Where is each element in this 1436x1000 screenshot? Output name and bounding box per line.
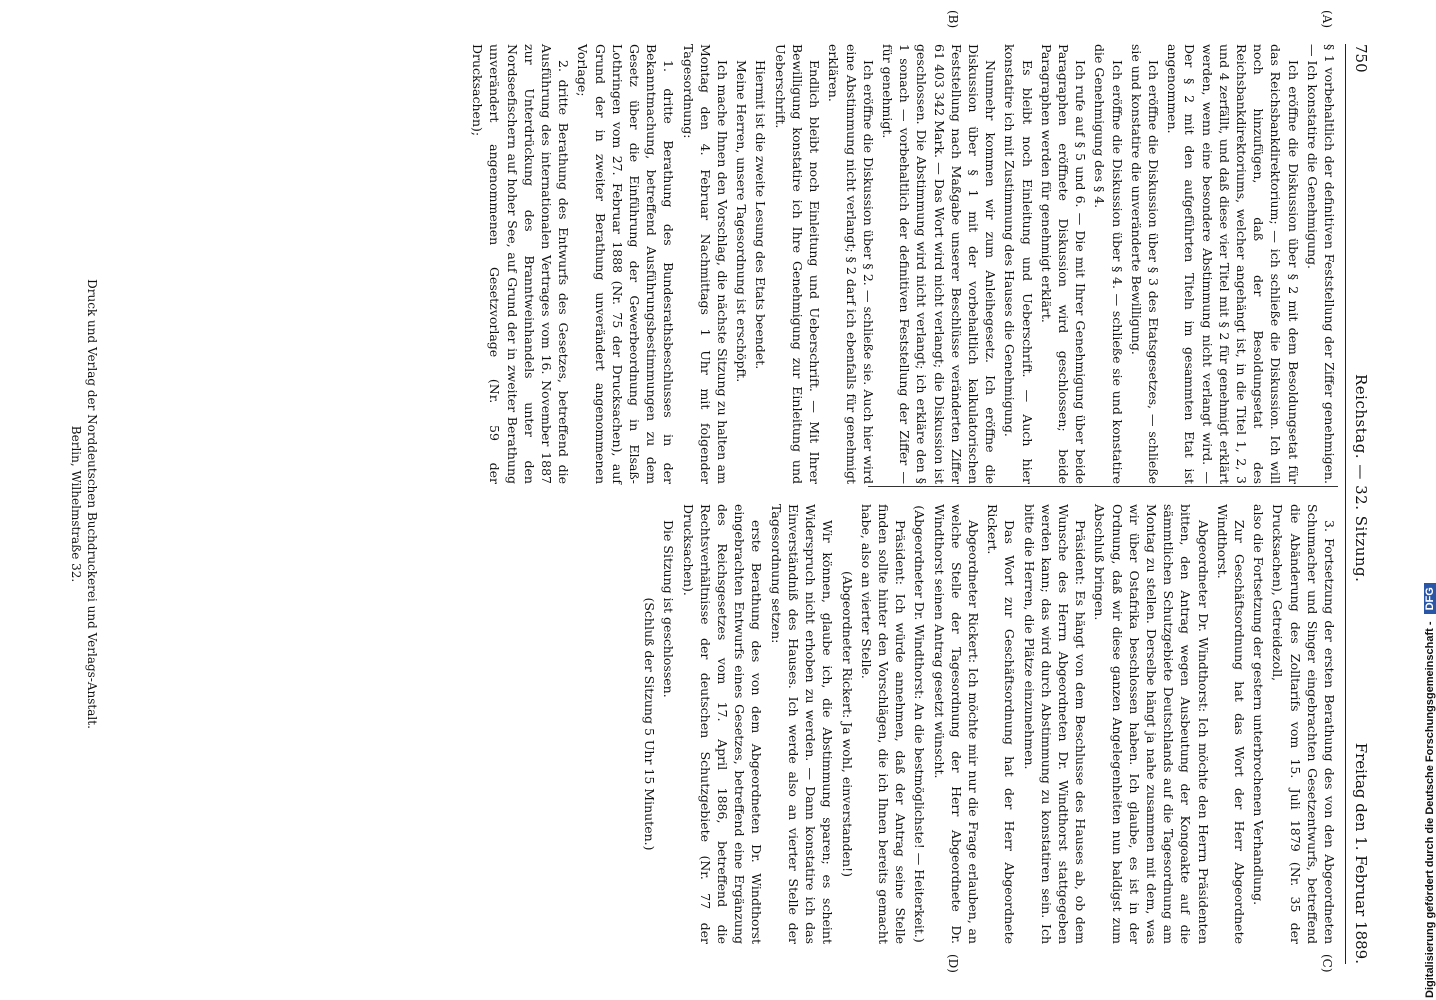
paragraph: Ich eröffne die Diskussion über § 2 mit dem Besoldungsetat für das Reichsbankdirektorium; — ich schließe die Diskussion. Ich will noch hinzufügen, daß der Besoldungsetat des Reichsbankdirektoriums, welcher angehängt ist, in die Titel 1, 2, 3 und 4 zerfällt, und daß diese vier Titel mit § 2 für genehmigt erklärt werden, wenn eine besondere Abstimmung nicht verlangt wird. — Der § 2 mit den aufgeführten Titeln im gesammten Etat ist angenommen. — [1165, 44, 1301, 484]
paragraph: Ich eröffne die Diskussion über § 2. — schließe sie. Auch hier wird eine Abstimmung nicht verlangt; § 2 darf ich ebenfalls für genehmigt erklären. — [826, 44, 876, 484]
page-number: 750 — [1352, 44, 1370, 73]
margin-mark-c: (C) — [1320, 954, 1334, 973]
digitization-text: Digitalisierung gefördert durch die Deutsche Forschungsgemeinschaft - — [1424, 621, 1436, 998]
session-date: Freitag den 1. Februar 1889. — [1352, 742, 1370, 964]
agenda-item: 3. Fortsetzung der ersten Berathung des von den Abgeordneten Schumacher und Singer eingebrachten Gesetzentwurfs, betreffend die Abänderung des Zolltarifs vom 15. Juli 1879 (Nr. 35 der Drucksachen), Getreidezoll, — [1270, 504, 1337, 944]
page-footer — [68, 44, 100, 964]
rotated-page-content — [20, 4, 1390, 994]
speech: Präsident: Ich würde annehmen, daß der Antrag seine Stelle finden sollte hinter den Vorschlägen, die ich Ihnen bereits gemacht habe, also an vierter Stelle. — [858, 504, 909, 944]
imprint — [68, 44, 100, 964]
interjection: (Abgeordneter Rickert: Ja wohl, einverstanden!) — [839, 570, 855, 878]
paragraph: Meine Herren, unsere Tagesordnung ist erschöpft. — [734, 60, 750, 383]
digitization-sidebar — [1400, 0, 1436, 1000]
paragraph: Ich mache Ihnen den Vorschlag, die nächste Sitzung zu halten am Montag den 4. Februar Nachmittags 1 Uhr mit folgender Tagesordnung: — [680, 44, 731, 484]
interjection: (Abgeordneter Dr. Windthorst: An die bestmöglichste! — Heiterkeit.) — [912, 505, 928, 943]
agenda-item: 1. dritte Berathung des Bundesrathsbeschlusses in der Bekanntmachung, betreffend Ausführungsbestimmungen zu dem Gesetz über die Einführung der Gewerbeordnung in Elsaß-Lothringen vom 27. Februar 1888 (Nr. 75 der Drucksachen), auf Grund der in zweiter Berathung unverändert angenommenen Vorlage; — [575, 44, 677, 484]
paragraph: Ich rufe auf § 5 und 6. — Die mit Ihrer Genehmigung über beide Paragraphen eröffnete Diskussion wird geschlossen; beide Paragraphen werden für genehmigt erklärt. — [1038, 44, 1089, 484]
paragraph: Hiermit ist die zweite Lesung des Etats beendet. — [753, 60, 769, 370]
speech: Abgeordneter Dr. Windthorst: Ich möchte den Herrn Präsidenten bitten, den Antrag wegen Ausbeutung der Kongoakte auf die sämmtlichen Schutzgebiete Deutschlands auf die Tagesordnung am Montag zu stellen. Derselbe hängt ja nahe zusammen mit dem, was wir über Ostafrika beschlossen haben. Ich glaube, es ist in der Ordnung, daß wir diese ganzen Angelegenheiten nun baldigst zum Abschluß bringen. — [1092, 504, 1211, 944]
paragraph: Endlich bleibt noch Einleitung und Ueberschrift. — Mit Ihrer Bewilligung konstatire ich Ihre Genehmigung zur Einleitung und Ueberschrift. — [772, 44, 823, 484]
paragraph: Nunmehr kommen wir zum Anleihegesetz. Ich eröffne die Diskussion über § 1 mit der vorbehaltlich kalkulatorischen Feststellung nach Maßgabe unserer Beschlüsse veränderten Ziffer 61 403 342 Mark. — Das Wort wird nicht verlangt; die Diskussion ist geschlossen. Die Abstimmung wird nicht verlangt; ich erkläre den § 1 sonach — vorbehaltlich der definitiven Feststellung der Ziffer — für genehmigt. — [879, 44, 999, 484]
paragraph: Zur Geschäftsordnung hat das Wort der Herr Abgeordnete Windthorst. — [1214, 504, 1247, 944]
digitization-note — [1424, 583, 1436, 998]
margin-mark-a: (A) — [1320, 10, 1334, 29]
paragraph: Ich eröffne die Diskussion über § 4. — schließe sie und konstatire die Genehmigung des § 4. — [1092, 44, 1125, 484]
right-column — [639, 504, 1338, 944]
paragraph: Das Wort zur Geschäftsordnung hat der Herr Abgeordnete Rickert. — [985, 504, 1018, 944]
paragraph: Wir können, glaube ich, die Abstimmung sparen; es scheint Widerspruch nicht erhoben zu werden. — Dann konstatire ich das Einverständniß des Hauses. Ich werde also an vierter Stelle der Tagesordnung setzen: — [768, 504, 836, 944]
margin-mark-b: (B) — [946, 10, 960, 29]
dfg-logo: DFG — [1424, 583, 1436, 614]
margin-mark-d: (D) — [946, 954, 960, 973]
imprint-line: Druck und Verlag der Norddeutschen Buchdruckerei und Verlags-Anstalt. — [85, 279, 99, 729]
imprint-line: Berlin, Wilhelmstraße 32. — [69, 425, 83, 583]
session-title: Reichstag. — 32. Sitzung. — [1352, 374, 1370, 583]
paragraph: Ich eröffne die Diskussion über § 3 des Etatsgesetzes, — schließe sie und konstatire die unveränderte Bewilligung. — [1128, 44, 1161, 484]
speech: Präsident: Es hängt von dem Beschlusse des Hauses ab, ob dem Wunsche des Herrn Abgeordneten Dr. Windthorst stattgegeben werden kann; das wird durch Abstimmung zu konstatiren sein. Ich bitte die Herren, die Plätze einzunehmen. — [1021, 504, 1089, 944]
column-divider — [868, 486, 1338, 487]
paragraph: Es bleibt noch Einleitung und Ueberschrift. — Auch hier konstatire ich mit Zustimmung des Hauses die Genehmigung. — [1002, 44, 1035, 484]
left-column — [467, 44, 1338, 484]
agenda-item: erste Berathung des von dem Abgeordneten Dr. Windthorst eingebrachten Entwurfs eines Gesetzes, betreffend eine Ergänzung des Reichsgesetzes vom 17. April 1886, betreffend die Rechtsverhältnisse der deutschen Schutzgebiete (Nr. 77 der Drucksachen). — [680, 504, 765, 944]
agenda-item: 2. dritte Berathung des Entwurfs des Gesetzes, betreffend die Ausführung des internationalen Vertrages vom 16. November 1887 zur Unterdrückung des Branntweinhandels unter den Nordseefischern auf hoher See, auf Grund der in zweiter Berathung unverändert angenommenen Gesetzvorlage (Nr. 59 der Drucksachen); — [470, 44, 572, 484]
paragraph: also die Fortsetzung der gestern unterbrochenen Verhandlung. — [1251, 504, 1267, 906]
speech: Abgeordneter Rickert: Ich möchte mir nur die Frage erlauben, an welche Stelle der Tagesordnung der Herr Abgeordnete Dr. Windthorst seinen Antrag gesetzt wünscht. — [931, 504, 981, 944]
closing-note: (Schluß der Sitzung 5 Uhr 15 Minuten.) — [642, 597, 658, 851]
paragraph: Die Sitzung ist geschlossen. — [661, 520, 677, 698]
header-rule — [1345, 44, 1346, 964]
paragraph: § 1 vorbehaltlich der definitiven Feststellung der Ziffer genehmigen. — Ich konstatire die Genehmigung. — [1304, 44, 1337, 484]
